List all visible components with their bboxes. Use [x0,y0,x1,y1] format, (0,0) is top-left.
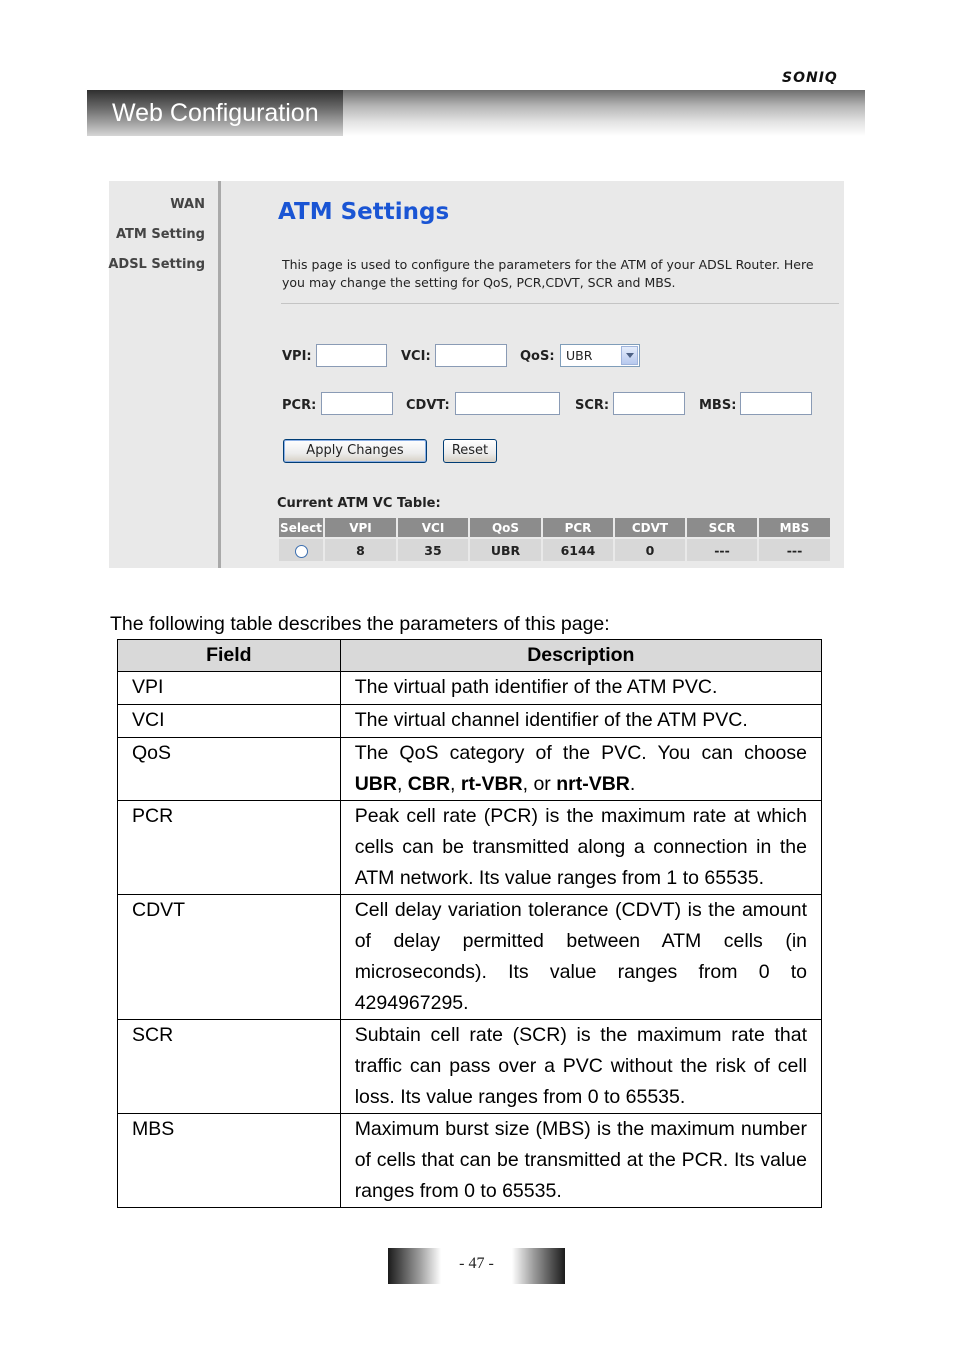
field-cell: MBS [118,1114,341,1208]
sidebar-item-adsl-setting[interactable]: ADSL Setting [108,257,205,272]
vc-cell-pcr: 6144 [543,539,613,561]
table-row [118,1020,822,1114]
vc-cell-cdvt: 0 [615,539,685,561]
vc-header-mbs: MBS [759,518,830,537]
vc-header-select: Select [279,518,323,537]
description-cell: Cell delay variation tolerance (CDVT) is the amount of delay permitted between ATM cells (in microseconds). Its value ranges from 0 to 4294967295. [340,895,821,1020]
vc-select-radio[interactable] [295,545,308,558]
qos-desc-text: The QoS category of the PVC. You can choose [354,742,807,764]
description-cell: Subtain cell rate (SCR) is the maximum rate that traffic can pass over a PVC without the risk of cell loss. Its value ranges from 0 to 65535. [340,1020,821,1114]
mbs-label: MBS: [699,398,737,413]
atm-vc-table [277,516,832,563]
pcr-label: PCR: [282,398,317,413]
qos-option-rt-vbr: rt-VBR [460,773,523,795]
vc-cell-scr: --- [687,539,757,561]
vci-label: VCI: [401,349,431,364]
cdvt-input[interactable] [455,392,560,415]
description-cell: Peak cell rate (PCR) is the maximum rate at which cells can be transmitted along a connection in the ATM network. Its value ranges from 1 to 65535. [340,801,821,895]
field-cell: SCR [118,1020,341,1114]
vc-table-caption: Current ATM VC Table: [277,496,441,511]
field-cell: PCR [118,801,341,895]
table-row [118,738,822,801]
description-cell: Maximum burst size (MBS) is the maximum number of cells that can be transmitted at the PCR. Its value ranges from 0 to 65535. [340,1114,821,1208]
vc-cell-vci: 35 [398,539,468,561]
sidebar-item-atm-setting[interactable]: ATM Setting [115,227,205,242]
vpi-input[interactable] [316,344,387,367]
vc-header-pcr: PCR [543,518,613,537]
qos-select[interactable] [560,344,640,367]
header-description: Description [340,640,821,672]
vc-header-qos: QoS [470,518,541,537]
sidebar-divider [218,181,221,568]
table-row [118,705,822,738]
description-header-row [118,640,822,672]
vci-input[interactable] [435,344,507,367]
scr-input[interactable] [613,392,685,415]
field-cell: CDVT [118,895,341,1020]
qos-separator: , [450,773,461,795]
vc-header-cdvt: CDVT [615,518,685,537]
description-cell: The virtual path identifier of the ATM PVC. [340,672,821,705]
qos-separator: , or [522,773,557,795]
atm-intro-text: This page is used to configure the parameters for the ATM of your ADSL Router. Here you may change the setting for QoS, PCR,CDVT, SCR and MBS. [282,257,814,290]
qos-option-nrt-vbr: nrt-VBR [556,773,630,795]
description-cell: The virtual channel identifier of the ATM PVC. [340,705,821,738]
divider-line [281,303,839,304]
apply-changes-button[interactable]: Apply Changes [283,439,427,463]
field-cell: QoS [118,738,341,801]
chevron-down-icon[interactable] [621,346,638,365]
vc-cell-vpi: 8 [325,539,396,561]
description-cell [340,738,821,801]
cdvt-label: CDVT: [406,398,450,413]
brand-logo: SONIQ [782,70,838,86]
parameter-description-table [117,639,822,1208]
vc-header-vci: VCI [398,518,468,537]
vc-table-header-row [279,518,830,537]
section-title: Web Configuration [112,99,319,127]
qos-option-cbr: CBR [407,773,451,795]
field-cell: VCI [118,705,341,738]
vc-cell-mbs: --- [759,539,830,561]
table-row [118,801,822,895]
qos-option-ubr: UBR [354,773,397,795]
qos-separator: , [396,773,408,795]
atm-settings-title: ATM Settings [278,199,450,225]
pcr-input[interactable] [321,392,393,415]
field-cell: VPI [118,672,341,705]
vc-select-cell [279,539,323,561]
reset-button[interactable]: Reset [443,439,497,463]
table-row [118,672,822,705]
vc-cell-qos: UBR [470,539,541,561]
vc-header-vpi: VPI [325,518,396,537]
vc-header-scr: SCR [687,518,757,537]
mbs-input[interactable] [740,392,812,415]
table-row [118,895,822,1020]
vc-table-row [279,539,830,561]
page-number: - 47 - [459,1255,494,1272]
header-field: Field [118,640,341,672]
qos-selected-value: UBR [566,348,593,363]
qos-end: . [629,773,636,795]
table-row [118,1114,822,1208]
description-caption: The following table describes the parameters of this page: [110,613,610,635]
qos-label: QoS: [520,349,555,364]
scr-label: SCR: [575,398,610,413]
vpi-label: VPI: [282,349,312,364]
sidebar-item-wan[interactable]: WAN [170,197,205,212]
